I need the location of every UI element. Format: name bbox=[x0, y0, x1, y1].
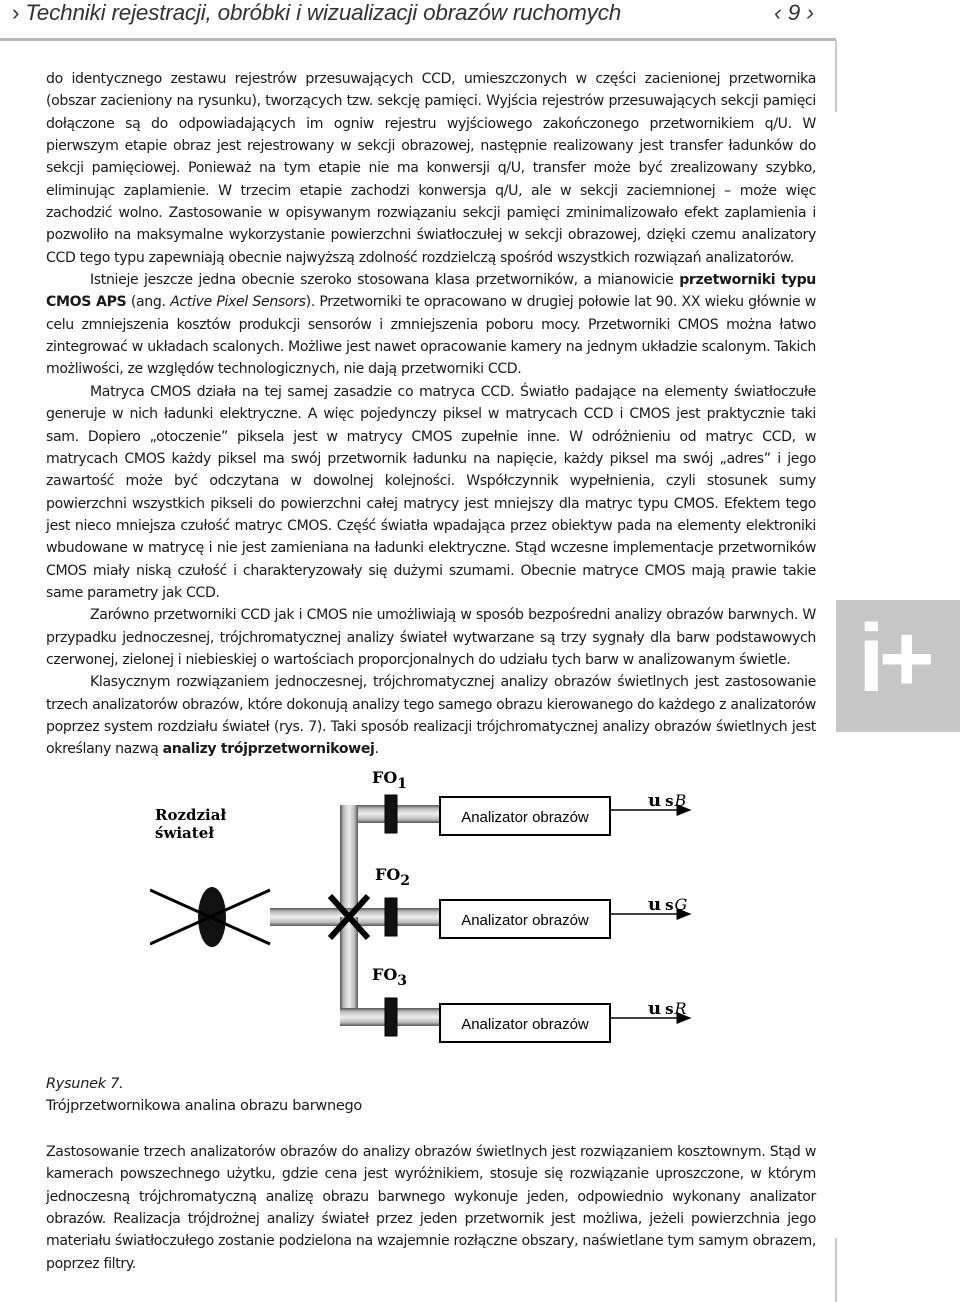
margin-rule-bottom bbox=[835, 1238, 837, 1302]
filter-fo2 bbox=[385, 898, 397, 936]
paragraph: do identycznego zestawu rejestrów przesuwających CCD, umieszczonych w części zacienionej przetwornika (obszar zacieniony na rysunku), tworzących tzw. sekcję pamięci. Wyjścia rejestrów przesuwających sekcji pamięci dołączone są do odpowiadających im ogniw rejestru wyjściowego zakończonego przetwornikiem q/U. W pierwszym etapie obraz jest rejestrowany w sekcji obrazowej, następnie realizowany jest transfer ładunków do sekcji pamięciowej. Ponieważ na tym etapie nie ma konwersji q/U, transfer może być zrealizowany szybko, eliminując zaplamienie. W trzecim etapie zachodzi konwersja q/U, ale w sekcji zaciemnionej – może więc zachodzić wolno. Zastosowanie w opisywanym rozwiązaniu sekcji pamięci zminimalizowało efekt zaplamienia i pozwoliło na maksymalne wykorzystanie powierzchni światłoczułej w sekcji obrazowej, dzięki czemu analizatory CCD tego typu zapewniają obecnie najwyższą zdolność rozdzielczą spośród wszystkich rozwiązań analizatorów. bbox=[46, 71, 816, 266]
side-tab-label: i+ bbox=[858, 605, 929, 712]
body-text bbox=[46, 68, 816, 761]
splitter-label-line2: świateł bbox=[155, 824, 215, 842]
paragraph-text: (ang. bbox=[126, 294, 171, 311]
analyzer-label-1: Analizator obrazów bbox=[461, 809, 589, 826]
paragraph-text: Istnieje jeszcze jedna obecnie szeroko stosowana klasa przetworników, a mianowicie bbox=[90, 272, 680, 289]
figure-three-sensor-diagram bbox=[150, 760, 710, 1060]
output-label-r: u sR bbox=[648, 998, 687, 1019]
margin-rule-top bbox=[835, 40, 837, 112]
light-path-vertical-2 bbox=[340, 917, 358, 1015]
paragraph bbox=[46, 671, 816, 760]
output-label-b: u sB bbox=[648, 790, 687, 811]
chevron-right-icon: › bbox=[12, 0, 20, 25]
light-path-vertical-1 bbox=[340, 805, 358, 917]
term-bold: przetworniki typu CMOS APS bbox=[46, 272, 816, 311]
header-title bbox=[12, 0, 621, 26]
filter-label-1: FO1 bbox=[372, 768, 408, 792]
analyzer-label-2: Analizator obrazów bbox=[461, 912, 589, 929]
paragraph-text: ). Przetworniki te opracowano w drugiej połowie lat 90. XX wieku głównie w celu zmniejszenia kosztów produkcji sensorów i zmniejszenia poboru mocy. Przetworniki CMOS można łatwo zintegrować w układach scalonych. Możliwe jest nawet opracowanie kamery na jednym układzie scalonym. Takich możliwości, ze względów technologicznych, nie dają przetworniki CCD. bbox=[46, 294, 816, 378]
paragraph: Zastosowanie trzech analizatorów obrazów do analizy obrazów świetlnych jest rozwiązaniem kosztownym. Stąd w kamerach powszechnego użytku, gdzie cena jest wyróżnikiem, stosuje się rozwiązanie uproszczone, w którym jednoczesną trójchromatyczną analizę obrazu barwnego wykonuje jeden, odpowiednio wykonany analizator obrazów. Realizacja trójdrożnej analizy świateł przez jeden przetwornik jest możliwa, jeżeli powierzchnia jego materiału światłoczułego zostanie podzielona na wzajemnie rozłączne obszary, naświetlane tym samym obrazem, poprzez filtry. bbox=[46, 1144, 816, 1272]
filter-fo1 bbox=[385, 795, 397, 833]
term-bold: analizy trójprzetwornikowej bbox=[162, 741, 375, 758]
filter-fo3 bbox=[385, 998, 397, 1036]
paragraph bbox=[46, 269, 816, 381]
page-number: ‹ 9 › bbox=[773, 0, 814, 25]
analyzer-label-3: Analizator obrazów bbox=[461, 1016, 589, 1033]
side-tab bbox=[836, 600, 960, 732]
caption-text: Trójprzetwornikowa analina obrazu barwnego bbox=[46, 1098, 362, 1114]
output-label-g: u sG bbox=[648, 894, 688, 915]
running-header bbox=[0, 0, 836, 41]
splitter-label-line1: Rozdział bbox=[155, 806, 227, 824]
paragraph-text: Klasycznym rozwiązaniem jednoczesnej, trójchromatycznej analizy obrazów świetlnych jest zastosowanie trzech analizatorów obrazów, które dokonują analizy tego samego obrazu kierowanego do każdego z analizatorów poprzez system rozdziału świateł (rys. 7). Taki sposób realizacji trójchromatycznej analizy obrazów świetlnych jest określany nazwą bbox=[46, 674, 816, 758]
paragraph: Zarówno przetworniki CCD jak i CMOS nie umożliwiają w sposób bezpośredni analizy obrazów barwnych. W przypadku jednoczesnej, trójchromatycznej analizy świateł wytwarzane są trzy sygnały dla barw podstawowych czerwonej, zielonej i niebieskiej o wartościach proporcjonalnych do udziału tych barw w analizowanym świetle. bbox=[46, 607, 816, 668]
paragraph-text: . bbox=[374, 741, 379, 758]
paragraph: Matryca CMOS działa na tej samej zasadzie co matryca CCD. Światło padające na elementy światłoczułe generuje w nich ładunki elektryczne. A więc pojedynczy piksel w matrycach CCD i CMOS jest praktycznie taki sam. Dopiero „otoczenie” piksela jest w matrycy CMOS zupełnie inne. W odróżnieniu od matryc CCD, w matrycach CMOS każdy piksel ma swój przetwornik ładunku na napięcie, każdy piksel ma swój „adres” i jego zawartość może być odczytana w dowolnej kolejności. Współczynnik wypełnienia, czyli stosunek sumy powierzchni wszystkich pikseli do powierzchni całej matrycy jest mniejszy dla matryc typu CMOS. Efektem tego jest nieco mniejsza czułość matryc CMOS. Część światła wpadająca przez obiektyw pada na elementy elektroniki wbudowane w matrycę i nie jest zamieniana na ładunki elektryczne. Stąd wczesne implementacje przetworników CMOS miały niską czułość i charakteryzowały się dużymi szumami. Obecnie matryce CMOS mają prawie takie same parametry jak CCD. bbox=[46, 383, 816, 601]
filter-label-2: FO2 bbox=[375, 865, 411, 889]
term-italic: Active Pixel Sensors bbox=[170, 294, 306, 311]
figure-caption bbox=[46, 1073, 362, 1117]
body-text-after-figure bbox=[46, 1141, 816, 1275]
caption-number: Rysunek 7. bbox=[46, 1076, 124, 1092]
filter-label-3: FO3 bbox=[372, 965, 408, 989]
chapter-title: Techniki rejestracji, obróbki i wizualizacji obrazów ruchomych bbox=[25, 0, 622, 25]
